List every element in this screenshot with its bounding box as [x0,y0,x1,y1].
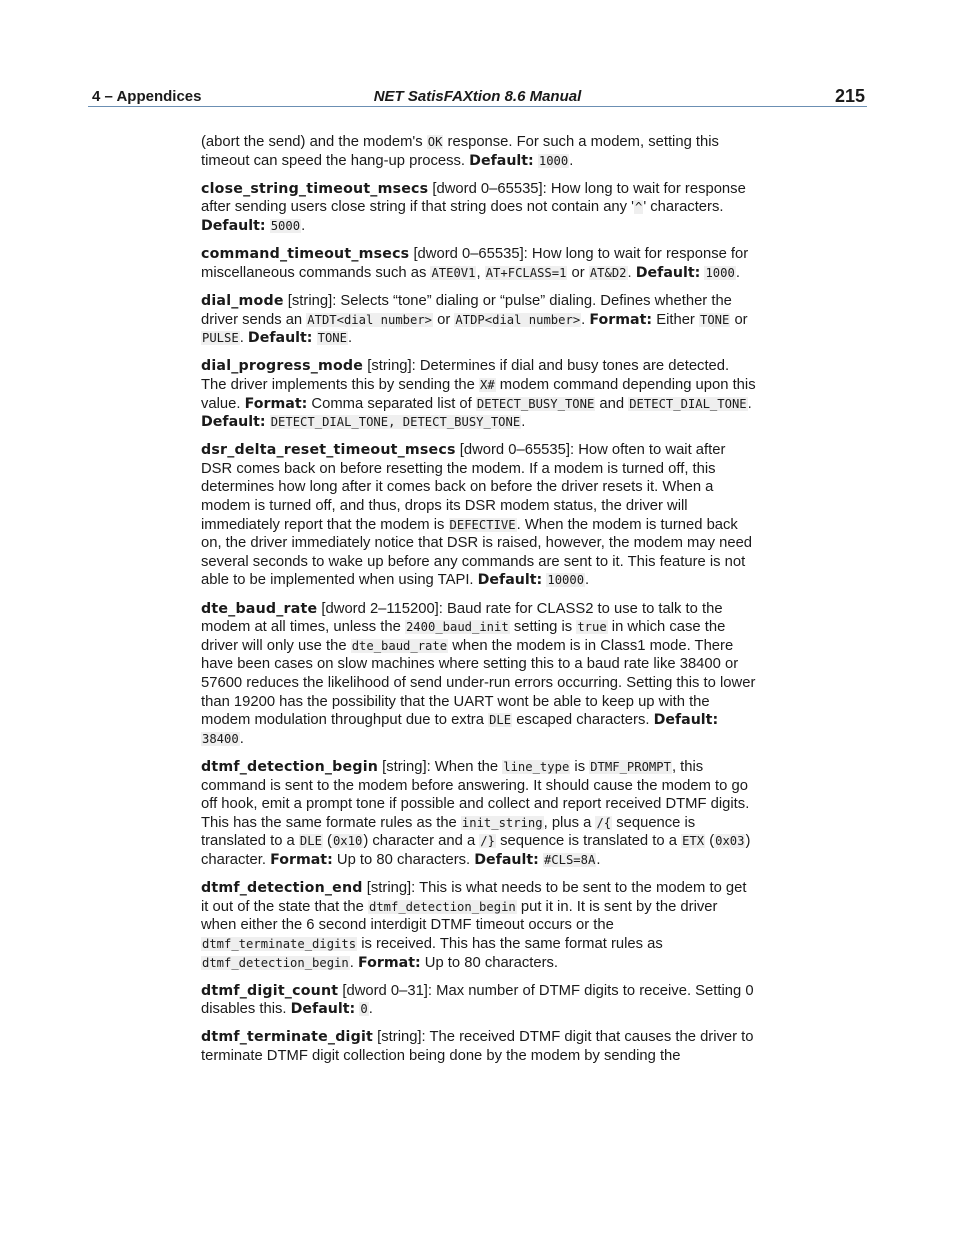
body-text: . [347,330,353,347]
body-text: [string]: This is what needs to be sent to the modem to get it out of the state that the [201,880,747,915]
section-label: 4 – Appendices [92,88,202,105]
code-literal: ATE0V1 [431,265,476,280]
page-body [201,133,756,1075]
setting-name: dial_progress_mode [201,358,364,375]
code-literal: #CLS=8A [543,852,596,867]
body-text: and [595,395,629,412]
setting-name: dsr_delta_reset_timeout_msecs [201,442,456,459]
code-literal: DETECT_BUSY_TONE [476,396,595,411]
code-literal: 0x10 [332,834,363,849]
code-literal: init_string [461,815,543,830]
body-text: is [570,758,590,775]
body-text: [string]: The received DTMF digit that causes the driver to terminate DTMF digit collection being done by the modem by sending the [201,1029,754,1065]
body-text: or [567,264,589,281]
body-text: , plus a [543,814,596,831]
field-label: Default: [201,217,266,234]
definition-entry [201,1028,756,1065]
body-text: . [521,414,526,431]
code-literal: /} [480,834,495,849]
body-text: ( [705,833,715,850]
definition-entry [201,879,756,972]
body-text: [string]: Selects “tone” dialing or “pulse” dialing. Defines whether the driver sends an [201,292,732,328]
code-literal: TONE [699,312,730,327]
body-text: . [569,152,574,169]
code-literal: ^ [635,200,643,215]
body-text: ( [322,833,332,850]
definition-entry [201,180,756,236]
body-text: or [730,311,748,328]
body-text: ) character. [201,833,751,868]
field-label: Format: [357,954,421,971]
body-text: [string]: Determines if dial and busy tones are detected. The driver implements this by sending the [201,358,730,393]
body-text: escaped characters. [512,712,654,729]
code-literal: ETX [682,834,705,849]
code-literal: 38400 [202,731,239,746]
code-literal: 5000 [270,218,301,233]
code-literal: dtmf_detection_begin [369,899,516,914]
body-text: [dword 0–31]: Max number of DTMF digits to receive. Setting 0 disables this. [201,982,754,1018]
body-text: [dword 2–115200]: Baud rate for CLASS2 to use to talk to the modem at all times, unless the [201,600,723,636]
body-text: . [239,330,248,347]
code-literal: 2400_baud_init [405,620,509,635]
definition-entry [201,245,756,282]
code-literal: ATDP<dial number> [455,312,581,327]
body-text: . [349,954,358,971]
definition-entry [201,600,756,749]
code-literal: DTMF_PROMPT [590,759,671,774]
code-literal: /{ [596,815,612,830]
body-text: is received. This has the same format rules as [357,935,663,952]
body-text: . [747,395,752,412]
field-label: Default: [201,414,266,431]
body-text: Up to 80 characters. [332,851,475,868]
code-literal: 10000 [547,573,585,588]
definition-entry [201,758,756,870]
setting-name: dte_baud_rate [201,600,318,617]
body-text: [dword 0–65535]: How often to wait after DSR comes back on before resetting the modem. If a modem is turned off, this determines how long after it comes back on before the driver resets it. When a modem is turned off, and thus, drops its DSR modem status, the driver will immediately report that the modem is [201,442,726,533]
body-text: put it in. It is sent by the driver when either the 6 second interdigit DTMF timeout occurs or the [201,898,718,934]
body-text: when the modem is in Class1 mode. There have been cases on slow machines where setting this to a baud rate like 38400 or 57600 reduces the likelihood of send under-run errors occurring. Setting this to lower than 19200 has the possibility that the UART wont be able to keep up with the modem modulation throughput due to extra [201,637,756,729]
definition-entry [201,133,756,170]
code-literal: dtmf_terminate_digits [202,936,357,951]
code-literal: DLE [299,834,322,849]
body-text: . [585,572,590,589]
definition-entry [201,441,756,590]
body-text: . [368,1001,373,1018]
field-label: Default: [474,851,539,868]
field-label: Format: [244,395,308,412]
body-text: modem command depending upon this value. [201,376,756,412]
field-label: Default: [290,1001,356,1018]
code-literal: TONE [317,331,347,346]
definition-entry [201,292,756,348]
body-text: , this command is sent to the modem before answering. It should cause the modem to go off hook, emit a prompt tone if possible and collect and report received DTMF digits. This has the same formate rules as the [201,758,750,831]
body-text: Either [652,311,699,328]
code-literal: AT&D2 [589,265,627,280]
setting-name: dtmf_detection_end [201,880,363,897]
field-label: Format: [270,851,333,868]
body-text: sequence is translated to a [495,833,682,850]
field-label: Format: [589,311,653,328]
code-literal: X# [479,377,495,392]
page-header [88,88,867,106]
body-text: . [581,311,590,328]
code-literal: DETECT_DIAL_TONE [629,396,747,411]
body-text: ) character and a [363,833,480,850]
body-text: (abort the send) and the modem's [201,134,427,150]
code-literal: true [577,620,607,635]
code-literal: 1000 [705,265,735,280]
field-label: Default: [469,152,534,169]
page-number: 215 [834,86,865,106]
setting-name: dtmf_detection_begin [201,758,379,775]
body-text: . [301,217,306,234]
code-literal: DLE [489,713,512,728]
body-text: or [433,311,455,328]
field-label: Default: [635,264,701,281]
code-literal: DEFECTIVE [449,517,516,532]
body-text: Up to 80 characters. [420,954,559,971]
body-text: sequence is translated to a [201,814,696,850]
body-text: in which case the driver will only use the [201,619,726,654]
document-title: NET SatisFAXtion 8.6 Manual [373,88,582,105]
code-literal: AT+FCLASS=1 [485,265,567,280]
body-text: . [596,851,601,868]
body-text: . When the modem is turned back on, the driver immediately notice that DSR is raised, however, the modem may need several seconds to wake up before any commands are sent to it. This feature is not able to be implemented when using TAPI. [201,516,753,589]
code-literal: dtmf_detection_begin [202,955,349,970]
body-text: [string]: When the [378,758,503,775]
body-text: [dword 0–65535]: How long to wait for response after sending users close string if that string does not contain any ' [201,180,746,216]
header-divider [88,106,867,107]
body-text: . [735,264,740,281]
definition-entry [201,982,756,1019]
setting-name: dial_mode [201,292,284,309]
body-text: Comma separated list of [307,395,476,412]
body-text: setting is [509,619,577,636]
body-text: ' characters. [643,199,724,216]
setting-name: command_timeout_msecs [201,246,410,263]
body-text: response. For such a modem, setting this timeout can speed the hang-up process. [201,134,719,169]
code-literal: 0x03 [715,834,745,849]
code-literal: DETECT_DIAL_TONE, DETECT_BUSY_TONE [270,415,521,430]
body-text [313,330,317,346]
setting-name: dtmf_terminate_digit [201,1029,374,1046]
code-literal: PULSE [202,331,239,346]
definition-entry [201,357,756,431]
code-literal: ATDT<dial number> [307,312,433,327]
code-literal: 0 [360,1002,368,1017]
field-label: Default: [653,712,719,729]
body-text: . [239,730,244,747]
field-label: Default: [477,572,543,589]
body-text: , [476,264,485,281]
code-literal: 1000 [538,153,569,168]
code-literal: dte_baud_rate [351,638,448,653]
code-literal: line_type [503,759,570,774]
body-text: [dword 0–65535]: How long to wait for response for miscellaneous commands such as [201,246,749,281]
field-label: Default: [247,330,313,347]
setting-name: dtmf_digit_count [201,982,339,999]
body-text: . [627,264,636,281]
code-literal: OK [427,135,443,149]
setting-name: close_string_timeout_msecs [201,180,429,197]
